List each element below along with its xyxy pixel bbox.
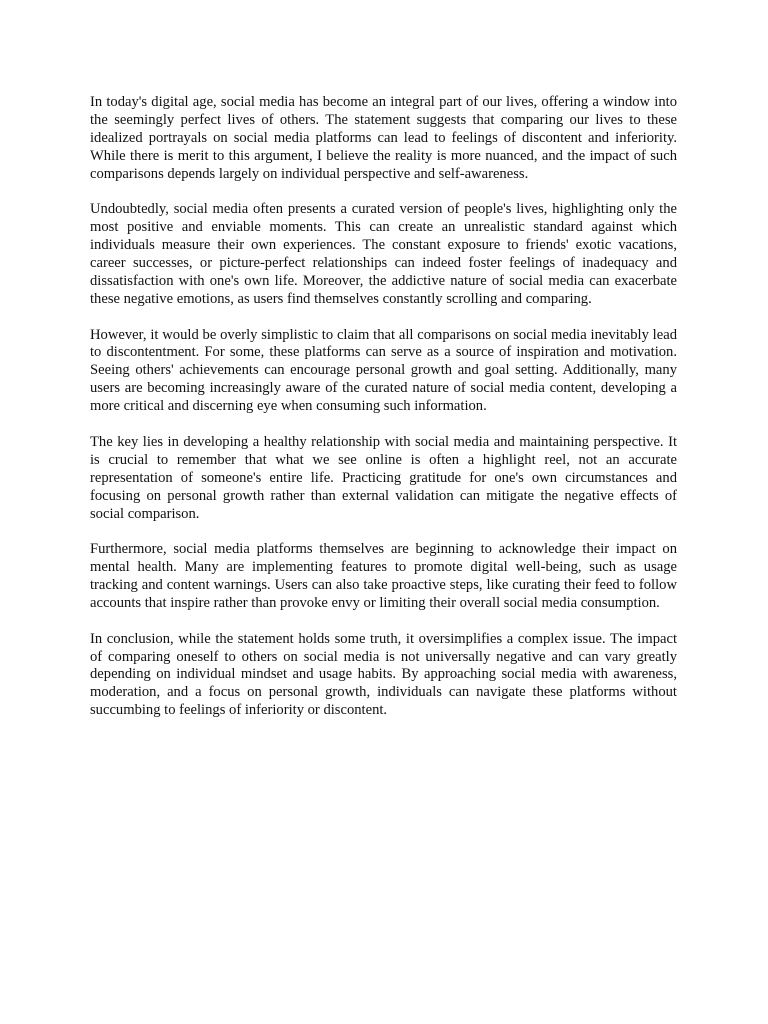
- paragraph-2: Undoubtedly, social media often presents a curated version of people's lives, highlighting only the most positive and enviable moments. This can create an unrealistic standard against which individuals measure their own experiences. The constant exposure to friends' exotic vacations, career successes, or picture-perfect relationships can indeed foster feelings of inadequacy and dissatisfaction with one's own life. Moreover, the addictive nature of social media can exacerbate these negative emotions, as users find themselves constantly scrolling and comparing.: [90, 201, 677, 307]
- paragraph-3: However, it would be overly simplistic to claim that all comparisons on social media inevitably lead to discontentment. For some, these platforms can serve as a source of inspiration and motivation. Seeing others' achievements can encourage personal growth and goal setting. Additionally, many users are becoming increasingly aware of the curated nature of social media content, developing a more critical and discerning eye when consuming such information.: [90, 326, 677, 415]
- paragraph-5: Furthermore, social media platforms themselves are beginning to acknowledge their impact on mental health. Many are implementing features to promote digital well-being, such as usage tracking and content warnings. Users can also take proactive steps, like curating their feed to follow accounts that inspire rather than provoke envy or limiting their overall social media consumption.: [90, 541, 677, 611]
- paragraph-1: In today's digital age, social media has become an integral part of our lives, offering a window into the seemingly perfect lives of others. The statement suggests that comparing our lives to these idealized portrayals on social media platforms can lead to feelings of discontent and inferiority. While there is merit to this argument, I believe the reality is more nuanced, and the impact of such comparisons depends largely on individual perspective and self-awareness.: [90, 94, 677, 182]
- document-body: [90, 94, 677, 738]
- paragraph-4: The key lies in developing a healthy relationship with social media and maintaining perspective. It is crucial to remember that what we see online is often a highlight reel, not an accurate representation of someone's entire life. Practicing gratitude for one's own circumstances and focusing on personal growth rather than external validation can mitigate the negative effects of social comparison.: [90, 433, 677, 522]
- paragraph-6: In conclusion, while the statement holds some truth, it oversimplifies a complex issue. The impact of comparing oneself to others on social media is not universally negative and can vary greatly depending on individual mindset and usage habits. By approaching social media with awareness, moderation, and a focus on personal growth, individuals can navigate these platforms without succumbing to feelings of inferiority or discontent.: [90, 630, 677, 719]
